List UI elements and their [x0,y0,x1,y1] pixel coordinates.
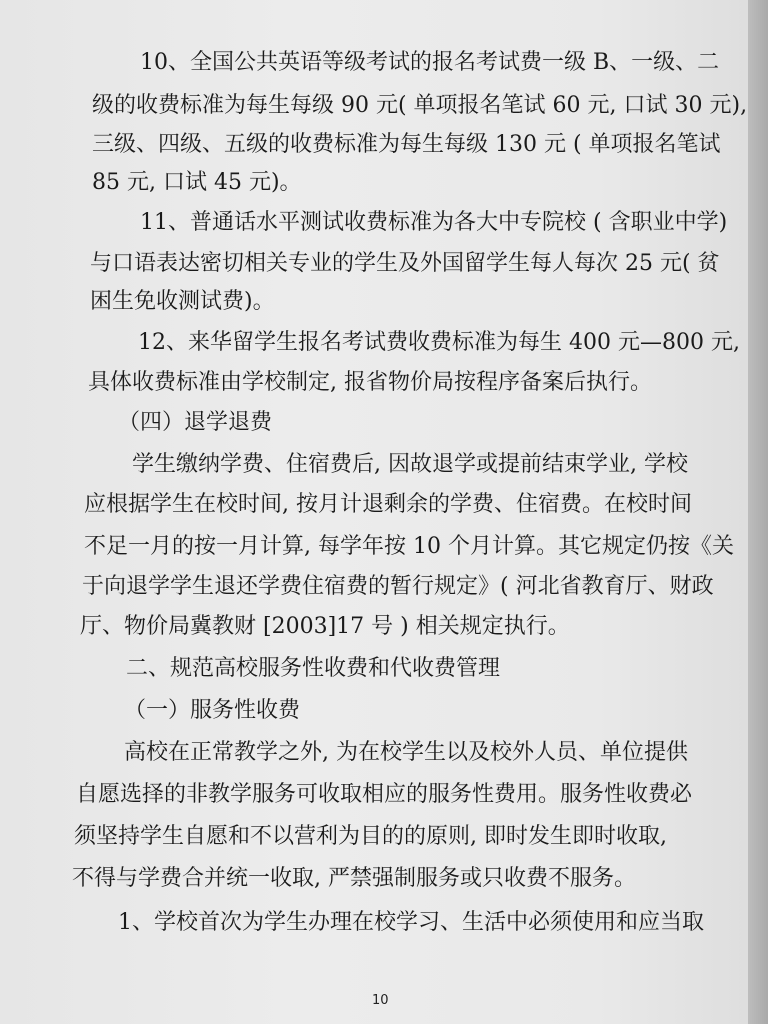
paragraph-line: 高校在正常教学之外, 为在校学生以及校外人员、单位提供 [124,740,688,765]
paragraph-line: 不足一月的按一月计算, 每学年按 10 个月计算。其它规定仍按《关 [84,534,734,559]
section-heading: 二、规范高校服务性收费和代收费管理 [126,656,501,681]
paragraph-line: 10、全国公共英语等级考试的报名考试费一级 B、一级、二 [140,50,720,75]
subsection-heading: （一）服务性收费 [124,698,301,723]
paragraph-line: 与口语表达密切相关专业的学生及外国留学生每人每次 25 元( 贫 [90,251,720,276]
paragraph-line: 三级、四级、五级的收费标准为每生每级 130 元 ( 单项报名笔试 [92,132,721,157]
paragraph-line: 困生免收测试费)。 [90,289,275,314]
paragraph-line: 于向退学学生退还学费住宿费的暂行规定》( 河北省教育厅、财政 [82,574,714,599]
page-number: 10 [372,993,389,1008]
paragraph-line: 不得与学费合并统一收取, 严禁强制服务或只收费不服务。 [72,866,636,891]
section-heading: （四）退学退费 [118,410,273,435]
paragraph-line: 级的收费标准为每生每级 90 元( 单项报名笔试 60 元, 口试 30 元), [92,93,748,118]
paragraph-line: 85 元, 口试 45 元)。 [92,170,302,195]
paragraph-line: 1、学校首次为学生办理在校学习、生活中必须使用和应当取 [118,910,704,935]
paragraph-line: 11、普通话水平测试收费标准为各大中专院校 ( 含职业中学) [140,210,728,235]
paragraph-line: 学生缴纳学费、住宿费后, 因故退学或提前结束学业, 学校 [132,452,688,477]
paragraph-line: 厅、物价局冀教财 [2003]17 号 ) 相关规定执行。 [80,614,570,639]
paragraph-line: 应根据学生在校时间, 按月计退剩余的学费、住宿费。在校时间 [84,492,692,517]
paragraph-line: 自愿选择的非教学服务可收取相应的服务性费用。服务性收费必 [76,782,693,807]
paragraph-line: 须坚持学生自愿和不以营利为目的的原则, 即时发生即时收取, [74,824,667,849]
page-edge [748,0,768,1024]
paragraph-line: 12、来华留学生报名考试费收费标准为每生 400 元—800 元, [138,330,740,355]
paragraph-line: 具体收费标准由学校制定, 报省物价局按程序备案后执行。 [88,370,652,395]
